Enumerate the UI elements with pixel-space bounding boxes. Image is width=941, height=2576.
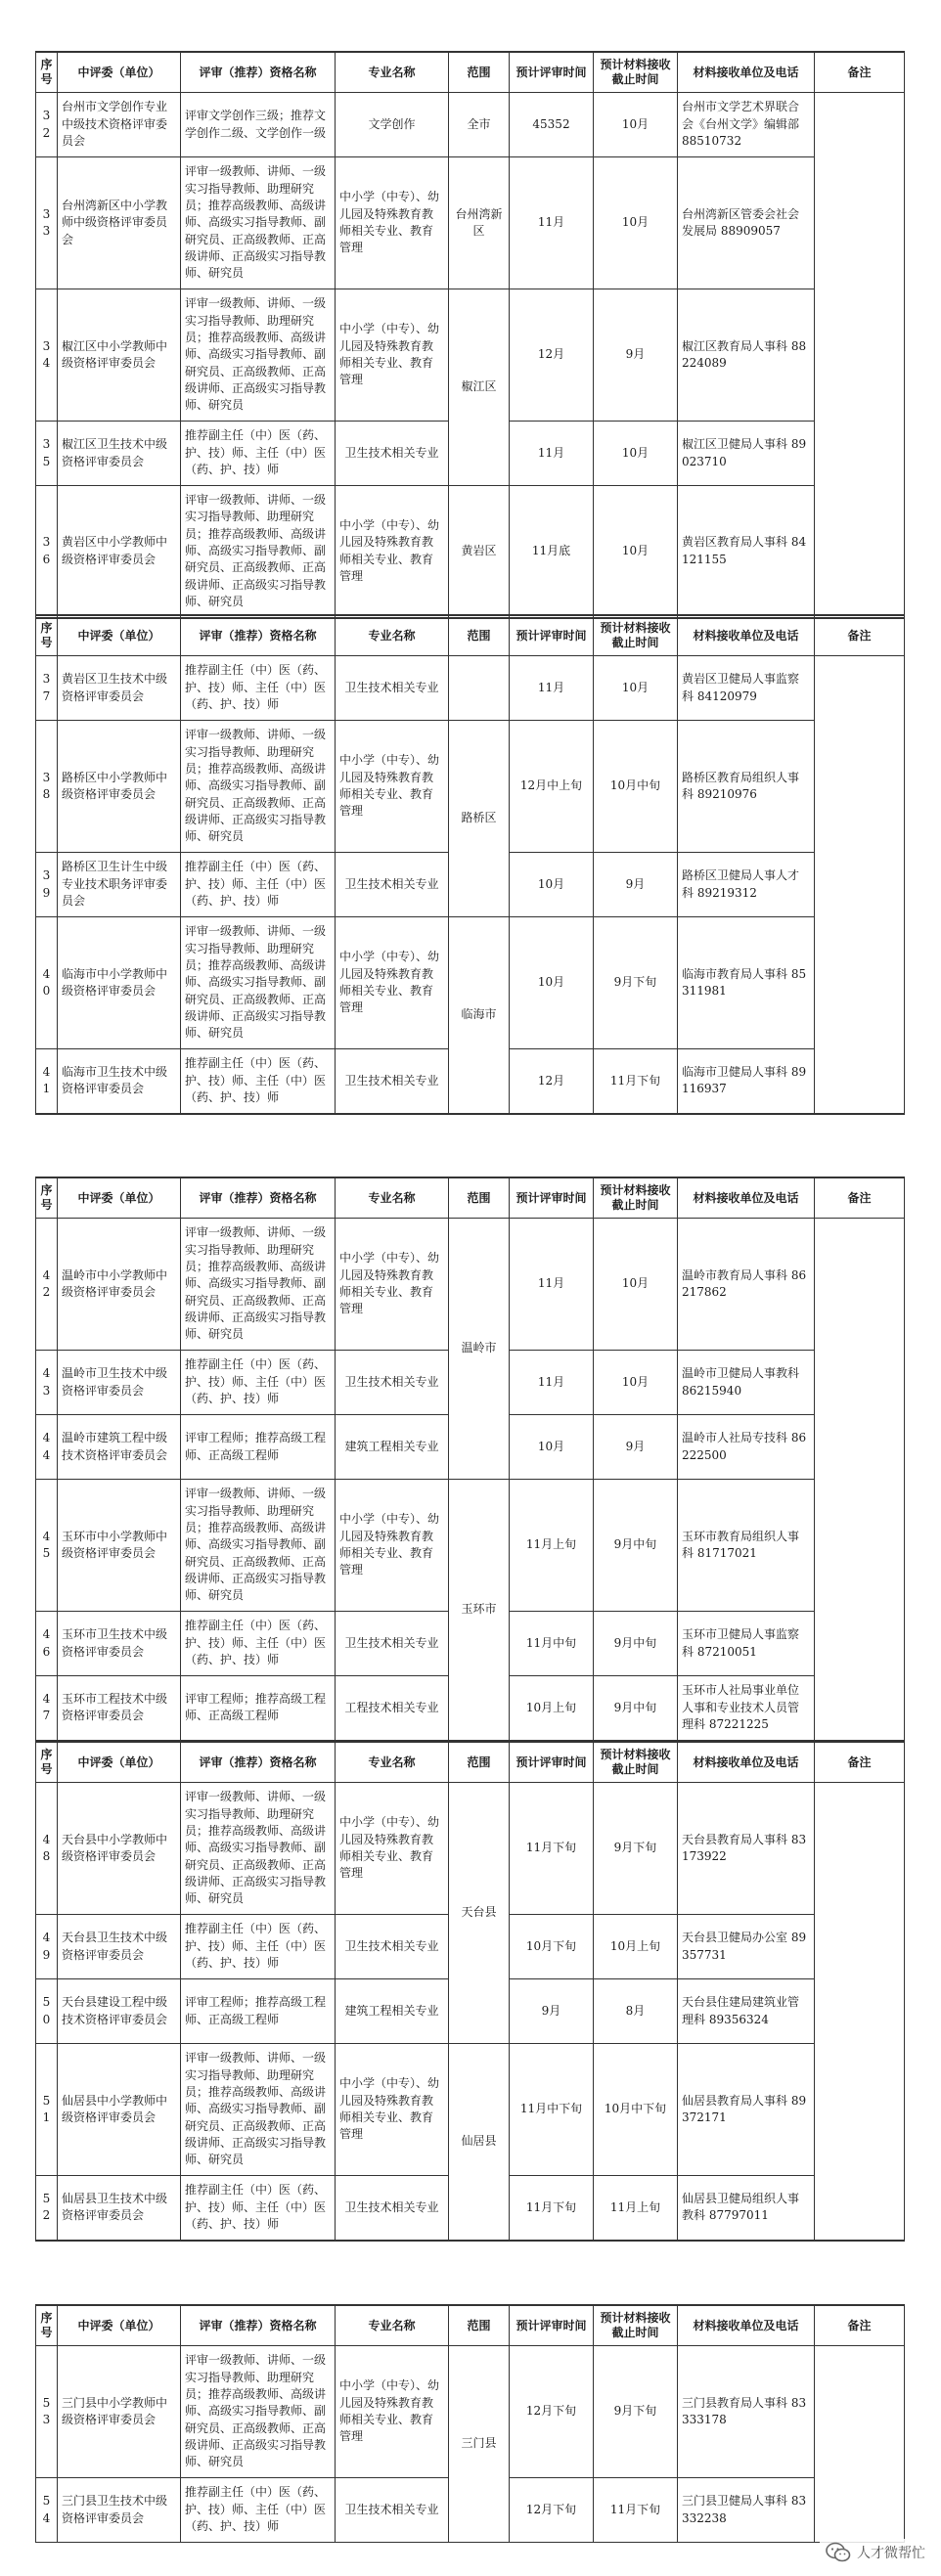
header-major: 专业名称 — [336, 52, 449, 93]
seq: 33 — [36, 157, 58, 289]
contact: 仙居县教育局人事科 89372171 — [678, 2044, 815, 2176]
review-time: 11月 — [510, 656, 594, 721]
review-time: 10月下旬 — [510, 1915, 594, 1979]
major: 中小学（中专）、幼儿园及特殊教育教师相关专业、教育管理 — [336, 157, 449, 289]
table-block-1 — [35, 51, 905, 619]
watermark-text: 人才微帮忙 — [857, 2546, 925, 2561]
header-row — [36, 52, 905, 93]
major: 中小学（中专）、幼儿园及特殊教育教师相关专业、教育管理 — [336, 2044, 449, 2176]
unit: 黄岩区中小学教师中级资格评审委员会 — [58, 486, 181, 618]
seq: 37 — [36, 656, 58, 721]
seq: 40 — [36, 917, 58, 1049]
review-time: 11月上旬 — [510, 1480, 594, 1612]
header-scope: 范围 — [449, 2305, 510, 2346]
scope — [449, 656, 510, 721]
contact: 天台县卫健局办公室 89357731 — [678, 1915, 815, 1979]
quals: 推荐副主任（中）医（药、护、技）师、主任（中）医（药、护、技）师 — [181, 1049, 336, 1114]
seq: 42 — [36, 1219, 58, 1351]
review-time: 12月下旬 — [510, 2346, 594, 2478]
major: 卫生技术相关专业 — [336, 1049, 449, 1114]
major: 中小学（中专）、幼儿园及特殊教育教师相关专业、教育管理 — [336, 721, 449, 853]
wechat-icon — [826, 2542, 851, 2563]
deadline: 8月 — [594, 1979, 678, 2044]
contact: 三门县卫健局人事科 83332238 — [678, 2478, 815, 2543]
header-quals: 评审（推荐）资格名称 — [181, 1742, 336, 1783]
contact: 温岭市人社局专技科 86222500 — [678, 1415, 815, 1480]
table-block-3 — [35, 1177, 905, 1742]
header-seq: 序号 — [36, 52, 58, 93]
seq: 39 — [36, 853, 58, 917]
header-unit: 中评委（单位） — [58, 52, 181, 93]
unit: 路桥区中小学教师中级资格评审委员会 — [58, 721, 181, 853]
unit: 临海市中小学教师中级资格评审委员会 — [58, 917, 181, 1049]
header-scope: 范围 — [449, 1742, 510, 1783]
deadline: 9月 — [594, 289, 678, 422]
review-time: 11月下旬 — [510, 1783, 594, 1915]
deadline: 10月 — [594, 157, 678, 289]
deadline: 10月 — [594, 422, 678, 486]
review-time: 12月 — [510, 1049, 594, 1114]
review-time: 45352 — [510, 93, 594, 157]
header-unit: 中评委（单位） — [58, 2305, 181, 2346]
unit: 温岭市中小学教师中级资格评审委员会 — [58, 1219, 181, 1351]
quals: 推荐副主任（中）医（药、护、技）师、主任（中）医（药、护、技）师 — [181, 853, 336, 917]
unit: 温岭市卫生技术中级资格评审委员会 — [58, 1351, 181, 1415]
deadline: 10月 — [594, 93, 678, 157]
table-row — [36, 1480, 905, 1612]
contact: 仙居县卫健局组织人事教科 87797011 — [678, 2176, 815, 2241]
major: 卫生技术相关专业 — [336, 2176, 449, 2241]
header-note: 备注 — [815, 1742, 905, 1783]
review-time: 11月中旬 — [510, 1612, 594, 1676]
quals: 评审一级教师、讲师、一级实习指导教师、助理研究员；推荐高级教师、高级讲师、高级实习指导教师、副研究员、正高级教师、正高级讲师、正高级实习指导教师、研究员 — [181, 486, 336, 618]
contact: 台州市文学艺术界联合会《台州文学》编辑部 88510732 — [678, 93, 815, 157]
scope: 玉环市 — [449, 1480, 510, 1741]
quals: 评审文学创作三级；推荐文学创作二级、文学创作一级 — [181, 93, 336, 157]
header-note: 备注 — [815, 615, 905, 656]
contact: 黄岩区卫健局人事监察科 84120979 — [678, 656, 815, 721]
seq: 41 — [36, 1049, 58, 1114]
contact: 玉环市人社局事业单位人事和专业技术人员管理科 87221225 — [678, 1676, 815, 1741]
major: 中小学（中专）、幼儿园及特殊教育教师相关专业、教育管理 — [336, 486, 449, 618]
header-major: 专业名称 — [336, 2305, 449, 2346]
header-deadline: 预计材料接收截止时间 — [594, 52, 678, 93]
review-time: 11月 — [510, 422, 594, 486]
watermark — [820, 2539, 931, 2566]
seq: 51 — [36, 2044, 58, 2176]
review-time: 10月 — [510, 1415, 594, 1480]
contact: 台州湾新区管委会社会发展局 88909057 — [678, 157, 815, 289]
major: 中小学（中专）、幼儿园及特殊教育教师相关专业、教育管理 — [336, 917, 449, 1049]
contact: 路桥区卫健局人事人才科 89219312 — [678, 853, 815, 917]
header-quals: 评审（推荐）资格名称 — [181, 615, 336, 656]
quals: 评审一级教师、讲师、一级实习指导教师、助理研究员；推荐高级教师、高级讲师、高级实习指导教师、副研究员、正高级教师、正高级讲师、正高级实习指导教师、研究员 — [181, 157, 336, 289]
major: 卫生技术相关专业 — [336, 422, 449, 486]
major: 卫生技术相关专业 — [336, 656, 449, 721]
quals: 推荐副主任（中）医（药、护、技）师、主任（中）医（药、护、技）师 — [181, 2176, 336, 2241]
scope: 天台县 — [449, 1783, 510, 2044]
major: 建筑工程相关专业 — [336, 1979, 449, 2044]
unit: 路桥区卫生计生中级专业技术职务评审委员会 — [58, 853, 181, 917]
header-note: 备注 — [815, 52, 905, 93]
seq: 53 — [36, 2346, 58, 2478]
quals: 评审一级教师、讲师、一级实习指导教师、助理研究员；推荐高级教师、高级讲师、高级实习指导教师、副研究员、正高级教师、正高级讲师、正高级实习指导教师、研究员 — [181, 1480, 336, 1612]
header-contact: 材料接收单位及电话 — [678, 52, 815, 93]
scope: 黄岩区 — [449, 486, 510, 618]
deadline: 10月上旬 — [594, 1915, 678, 1979]
review-time: 10月 — [510, 917, 594, 1049]
table-block-5 — [35, 2304, 905, 2543]
header-unit: 中评委（单位） — [58, 1177, 181, 1219]
seq: 54 — [36, 2478, 58, 2543]
table-row — [36, 721, 905, 853]
major: 卫生技术相关专业 — [336, 1351, 449, 1415]
quals: 评审一级教师、讲师、一级实习指导教师、助理研究员；推荐高级教师、高级讲师、高级实习指导教师、副研究员、正高级教师、正高级讲师、正高级实习指导教师、研究员 — [181, 289, 336, 422]
review-time: 10月上旬 — [510, 1676, 594, 1741]
table-block-2 — [35, 614, 905, 1115]
quals: 评审一级教师、讲师、一级实习指导教师、助理研究员；推荐高级教师、高级讲师、高级实习指导教师、副研究员、正高级教师、正高级讲师、正高级实习指导教师、研究员 — [181, 2044, 336, 2176]
review-time: 11月底 — [510, 486, 594, 618]
header-row — [36, 1177, 905, 1219]
review-time: 12月中上旬 — [510, 721, 594, 853]
deadline: 10月 — [594, 1219, 678, 1351]
scope: 路桥区 — [449, 721, 510, 917]
scope: 仙居县 — [449, 2044, 510, 2241]
header-contact: 材料接收单位及电话 — [678, 615, 815, 656]
contact: 椒江区教育局人事科 88224089 — [678, 289, 815, 422]
major: 中小学（中专）、幼儿园及特殊教育教师相关专业、教育管理 — [336, 1480, 449, 1612]
quals: 评审工程师；推荐高级工程师、正高级工程师 — [181, 1676, 336, 1741]
scope: 温岭市 — [449, 1219, 510, 1480]
header-deadline: 预计材料接收截止时间 — [594, 615, 678, 656]
header-scope: 范围 — [449, 1177, 510, 1219]
seq: 49 — [36, 1915, 58, 1979]
header-deadline: 预计材料接收截止时间 — [594, 2305, 678, 2346]
deadline: 10月中下旬 — [594, 2044, 678, 2176]
seq: 34 — [36, 289, 58, 422]
quals: 推荐副主任（中）医（药、护、技）师、主任（中）医（药、护、技）师 — [181, 1351, 336, 1415]
review-time: 9月 — [510, 1979, 594, 2044]
major: 中小学（中专）、幼儿园及特殊教育教师相关专业、教育管理 — [336, 1783, 449, 1915]
table-row — [36, 917, 905, 1049]
contact: 玉环市教育局组织人事科 81717021 — [678, 1480, 815, 1612]
major: 卫生技术相关专业 — [336, 1612, 449, 1676]
deadline: 10月 — [594, 486, 678, 618]
contact: 黄岩区教育局人事科 84121155 — [678, 486, 815, 618]
contact: 路桥区教育局组织人事科 89210976 — [678, 721, 815, 853]
scope: 台州湾新区 — [449, 157, 510, 289]
header-seq: 序号 — [36, 2305, 58, 2346]
quals: 评审一级教师、讲师、一级实习指导教师、助理研究员；推荐高级教师、高级讲师、高级实习指导教师、副研究员、正高级教师、正高级讲师、正高级实习指导教师、研究员 — [181, 917, 336, 1049]
quals: 评审一级教师、讲师、一级实习指导教师、助理研究员；推荐高级教师、高级讲师、高级实习指导教师、副研究员、正高级教师、正高级讲师、正高级实习指导教师、研究员 — [181, 1783, 336, 1915]
contact: 温岭市教育局人事科 86217862 — [678, 1219, 815, 1351]
seq: 44 — [36, 1415, 58, 1480]
quals: 评审工程师；推荐高级工程师、正高级工程师 — [181, 1979, 336, 2044]
header-review-time: 预计评审时间 — [510, 52, 594, 93]
major: 工程技术相关专业 — [336, 1676, 449, 1741]
seq: 46 — [36, 1612, 58, 1676]
contact: 三门县教育局人事科 83333178 — [678, 2346, 815, 2478]
contact: 天台县住建局建筑业管理科 89356324 — [678, 1979, 815, 2044]
note — [815, 656, 905, 1114]
deadline: 11月上旬 — [594, 2176, 678, 2241]
seq: 38 — [36, 721, 58, 853]
review-time: 11月 — [510, 1351, 594, 1415]
seq: 50 — [36, 1979, 58, 2044]
header-quals: 评审（推荐）资格名称 — [181, 1177, 336, 1219]
quals: 推荐副主任（中）医（药、护、技）师、主任（中）医（药、护、技）师 — [181, 1612, 336, 1676]
unit: 玉环市卫生技术中级资格评审委员会 — [58, 1612, 181, 1676]
review-time: 12月 — [510, 289, 594, 422]
deadline: 11月下旬 — [594, 2478, 678, 2543]
header-seq: 序号 — [36, 1742, 58, 1783]
deadline: 9月下旬 — [594, 917, 678, 1049]
unit: 台州湾新区中小学教师中级资格评审委员会 — [58, 157, 181, 289]
major: 中小学（中专）、幼儿园及特殊教育教师相关专业、教育管理 — [336, 289, 449, 422]
unit: 临海市卫生技术中级资格评审委员会 — [58, 1049, 181, 1114]
unit: 三门县卫生技术中级资格评审委员会 — [58, 2478, 181, 2543]
header-review-time: 预计评审时间 — [510, 1177, 594, 1219]
contact: 温岭市卫健局人事教科 86215940 — [678, 1351, 815, 1415]
header-scope: 范围 — [449, 52, 510, 93]
contact: 椒江区卫健局人事科 89023710 — [678, 422, 815, 486]
review-time: 12月下旬 — [510, 2478, 594, 2543]
header-note: 备注 — [815, 2305, 905, 2346]
table-row — [36, 157, 905, 289]
scope: 临海市 — [449, 917, 510, 1114]
quals: 推荐副主任（中）医（药、护、技）师、主任（中）医（药、护、技）师 — [181, 2478, 336, 2543]
seq: 32 — [36, 93, 58, 157]
major: 建筑工程相关专业 — [336, 1415, 449, 1480]
header-quals: 评审（推荐）资格名称 — [181, 52, 336, 93]
seq: 48 — [36, 1783, 58, 1915]
major: 卫生技术相关专业 — [336, 853, 449, 917]
deadline: 9月 — [594, 853, 678, 917]
seq: 45 — [36, 1480, 58, 1612]
header-review-time: 预计评审时间 — [510, 2305, 594, 2346]
table-block-4 — [35, 1741, 905, 2242]
table-row — [36, 2044, 905, 2176]
header-contact: 材料接收单位及电话 — [678, 2305, 815, 2346]
header-deadline: 预计材料接收截止时间 — [594, 1742, 678, 1783]
deadline: 9月中旬 — [594, 1612, 678, 1676]
review-time: 10月 — [510, 853, 594, 917]
major: 卫生技术相关专业 — [336, 2478, 449, 2543]
quals: 评审工程师；推荐高级工程师、正高级工程师 — [181, 1415, 336, 1480]
deadline: 10月中旬 — [594, 721, 678, 853]
header-contact: 材料接收单位及电话 — [678, 1742, 815, 1783]
contact: 临海市卫健局人事科 89116937 — [678, 1049, 815, 1114]
header-unit: 中评委（单位） — [58, 615, 181, 656]
unit: 黄岩区卫生技术中级资格评审委员会 — [58, 656, 181, 721]
review-time: 11月 — [510, 1219, 594, 1351]
header-row — [36, 615, 905, 656]
header-contact: 材料接收单位及电话 — [678, 1177, 815, 1219]
contact: 临海市教育局人事科 85311981 — [678, 917, 815, 1049]
deadline: 9月 — [594, 1415, 678, 1480]
scope: 椒江区 — [449, 289, 510, 486]
unit: 仙居县卫生技术中级资格评审委员会 — [58, 2176, 181, 2241]
note — [815, 1219, 905, 1741]
header-note: 备注 — [815, 1177, 905, 1219]
unit: 天台县中小学教师中级资格评审委员会 — [58, 1783, 181, 1915]
table-row — [36, 1219, 905, 1351]
header-row — [36, 2305, 905, 2346]
seq: 36 — [36, 486, 58, 618]
seq: 52 — [36, 2176, 58, 2241]
table-row — [36, 1783, 905, 1915]
header-major: 专业名称 — [336, 1177, 449, 1219]
quals: 推荐副主任（中）医（药、护、技）师、主任（中）医（药、护、技）师 — [181, 422, 336, 486]
unit: 椒江区中小学教师中级资格评审委员会 — [58, 289, 181, 422]
table-row — [36, 656, 905, 721]
unit: 天台县建设工程中级技术资格评审委员会 — [58, 1979, 181, 2044]
unit: 三门县中小学教师中级资格评审委员会 — [58, 2346, 181, 2478]
header-seq: 序号 — [36, 615, 58, 656]
header-unit: 中评委（单位） — [58, 1742, 181, 1783]
header-major: 专业名称 — [336, 1742, 449, 1783]
unit: 玉环市工程技术中级资格评审委员会 — [58, 1676, 181, 1741]
header-scope: 范围 — [449, 615, 510, 656]
deadline: 10月 — [594, 1351, 678, 1415]
note — [815, 2346, 905, 2543]
header-quals: 评审（推荐）资格名称 — [181, 2305, 336, 2346]
quals: 评审一级教师、讲师、一级实习指导教师、助理研究员；推荐高级教师、高级讲师、高级实习指导教师、副研究员、正高级教师、正高级讲师、正高级实习指导教师、研究员 — [181, 1219, 336, 1351]
review-time: 11月下旬 — [510, 2176, 594, 2241]
table-row — [36, 486, 905, 618]
major: 中小学（中专）、幼儿园及特殊教育教师相关专业、教育管理 — [336, 2346, 449, 2478]
header-review-time: 预计评审时间 — [510, 1742, 594, 1783]
deadline: 9月中旬 — [594, 1676, 678, 1741]
seq: 47 — [36, 1676, 58, 1741]
quals: 评审一级教师、讲师、一级实习指导教师、助理研究员；推荐高级教师、高级讲师、高级实习指导教师、副研究员、正高级教师、正高级讲师、正高级实习指导教师、研究员 — [181, 721, 336, 853]
contact: 天台县教育局人事科 83173922 — [678, 1783, 815, 1915]
header-major: 专业名称 — [336, 615, 449, 656]
deadline: 11月下旬 — [594, 1049, 678, 1114]
review-time: 11月中下旬 — [510, 2044, 594, 2176]
unit: 玉环市中小学教师中级资格评审委员会 — [58, 1480, 181, 1612]
review-time: 11月 — [510, 157, 594, 289]
unit: 台州市文学创作专业中级技术资格评审委员会 — [58, 93, 181, 157]
unit: 温岭市建筑工程中级技术资格评审委员会 — [58, 1415, 181, 1480]
header-deadline: 预计材料接收截止时间 — [594, 1177, 678, 1219]
header-row — [36, 1742, 905, 1783]
note — [815, 93, 905, 618]
contact: 玉环市卫健局人事监察科 87210051 — [678, 1612, 815, 1676]
quals: 推荐副主任（中）医（药、护、技）师、主任（中）医（药、护、技）师 — [181, 656, 336, 721]
unit: 天台县卫生技术中级资格评审委员会 — [58, 1915, 181, 1979]
major: 中小学（中专）、幼儿园及特殊教育教师相关专业、教育管理 — [336, 1219, 449, 1351]
scope: 全市 — [449, 93, 510, 157]
table-row — [36, 93, 905, 157]
quals: 评审一级教师、讲师、一级实习指导教师、助理研究员；推荐高级教师、高级讲师、高级实习指导教师、副研究员、正高级教师、正高级讲师、正高级实习指导教师、研究员 — [181, 2346, 336, 2478]
major: 卫生技术相关专业 — [336, 1915, 449, 1979]
seq: 35 — [36, 422, 58, 486]
deadline: 10月 — [594, 656, 678, 721]
deadline: 9月下旬 — [594, 1783, 678, 1915]
unit: 椒江区卫生技术中级资格评审委员会 — [58, 422, 181, 486]
table-row — [36, 2346, 905, 2478]
header-review-time: 预计评审时间 — [510, 615, 594, 656]
deadline: 9月中旬 — [594, 1480, 678, 1612]
major: 文学创作 — [336, 93, 449, 157]
seq: 43 — [36, 1351, 58, 1415]
scope: 三门县 — [449, 2346, 510, 2543]
deadline: 9月下旬 — [594, 2346, 678, 2478]
quals: 推荐副主任（中）医（药、护、技）师、主任（中）医（药、护、技）师 — [181, 1915, 336, 1979]
unit: 仙居县中小学教师中级资格评审委员会 — [58, 2044, 181, 2176]
header-seq: 序号 — [36, 1177, 58, 1219]
table-row — [36, 289, 905, 422]
note — [815, 1783, 905, 2241]
